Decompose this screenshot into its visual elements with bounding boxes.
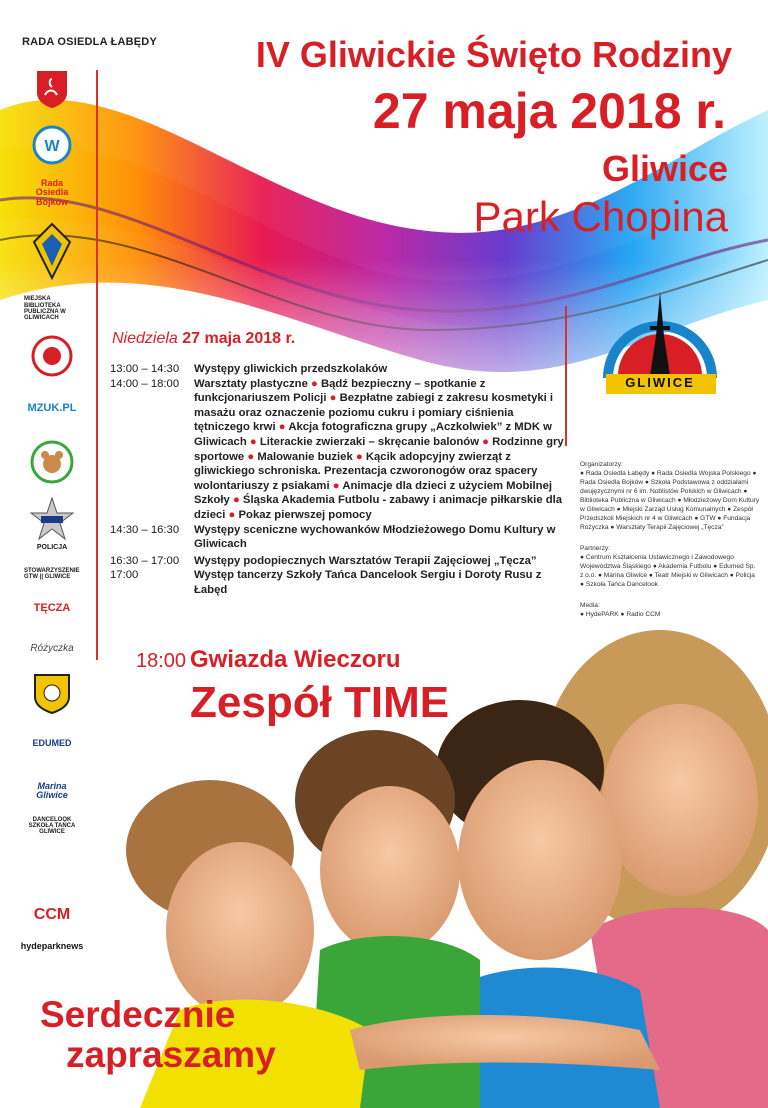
program-description: Występ tancerzy Szkoły Tańca Dancelook Sergiu i Doroty Rusu z Łabęd [194, 569, 542, 596]
program-row [110, 377, 565, 523]
library-logo: MIEJSKA BIBLIOTEKA PUBLICZNA W GLIWICACH [24, 296, 66, 322]
swan-crest-icon [24, 66, 80, 112]
program-time: 17:00 [110, 569, 139, 582]
organizers-list: ● Rada Osiedla Łabędy ● Rada Osiedla Wojska Polskiego ● Rada Osiedla Bojków ● Szkoła Podstawowa z oddziałami dwujęzycznymi nr 6 im. Noblistów Polskich w Gliwicach ● Biblioteka Publiczna w Gliwicach ● Młodzieżowy Dom Kultury w Gliwicach ● Miejski Zarząd Usług Komunalnych ● Zespół Przedszkoli Miejskich nr 4 w Gliwicach ● GTW ● Fundacja Różyczka ● Warsztaty Terapii Zajęciowej „Tęcza” [580, 470, 760, 531]
program-date [112, 330, 295, 348]
right-divider-line [565, 306, 567, 446]
tecza-logo: TĘCZA [33, 602, 71, 615]
football-academy-logo-icon [24, 672, 80, 716]
program-schedule [110, 362, 565, 598]
invitation-line-1: Serdecznie [40, 994, 236, 1035]
left-divider-line [96, 70, 98, 660]
marina-gliwice-logo: Marina Gliwice [36, 780, 68, 800]
rada-osiedla-labedy-title: RADA OSIEDLA ŁABĘDY [22, 36, 157, 48]
gliwice-logo-label: GLIWICE [625, 375, 695, 390]
program-day: Niedziela [112, 330, 178, 347]
program-description: Występy sceniczne wychowanków Młodzieżowego Domu Kultury w Gliwicach [194, 523, 556, 551]
rozyczka-logo: Różyczka [30, 642, 74, 654]
headliner-time: 18:00 [136, 650, 187, 672]
event-date: 27 maja 2018 r. [372, 83, 726, 139]
hydepark-news-logo: hydeparknews [20, 941, 84, 952]
event-city: Gliwice [601, 148, 728, 189]
program-description: Występy podopiecznych Warsztatów Terapii Zajęciowej „Tęcza” [194, 554, 537, 567]
media-title: Media: [580, 602, 600, 609]
police-label: POLICJA [36, 544, 68, 552]
media-list: ● HydePARK ● Radio CCM [580, 611, 661, 618]
program-row [110, 554, 565, 569]
wp-circle-logo-icon [24, 122, 80, 168]
dancelook-logo: DANCELOOK SZKOŁA TAŃCA GLIWICE [28, 816, 76, 836]
headliner-title: Gwiazda Wieczoru [190, 646, 401, 673]
program-description: Występy gliwickich przedszkolaków [194, 363, 388, 375]
organizers-title: Organizatorzy: [580, 461, 623, 468]
sponsors-block [580, 458, 760, 619]
ccm-radio-logo: CCM [33, 905, 71, 923]
program-time: 14:00 – 18:00 [110, 377, 180, 390]
program-time: 16:30 – 17:00 [110, 554, 180, 567]
mdk-logo-icon [24, 334, 80, 378]
program-date-value: 27 maja 2018 r. [182, 330, 296, 347]
partners-title: Partnerzy: [580, 545, 611, 552]
mzuk-logo: MZUK.PL [27, 402, 77, 415]
program-row [110, 568, 565, 597]
edumed-logo: EDUMED [32, 738, 72, 749]
bojkow-crest-icon [24, 220, 80, 282]
program-row [110, 523, 565, 552]
event-title: IV Gliwickie Święto Rodziny [255, 34, 732, 75]
event-venue: Park Chopina [473, 193, 728, 240]
svg-text:W: W [44, 138, 60, 155]
program-description: Warsztaty plastyczne ● Bądź bezpieczny – spotkanie z funkcjonariuszem Policji ● Bezpłatne zabiegi z zakresu kosmetyki i masażu oraz oznaczenie poziomu cukru i pomiary ciśnienia tętniczego krwi ● Akcja fotograficzna grupy „Aczkolwiek” z MDK w Gliwicach ● Literackie zwierzaki – skręcanie balonów ● Rodzinne gry sportowe ● Malowanie buziek ● Kącik adopcyjny zwierząt z gliwickiego schroniska. Prezentacja czworonogów oraz spacery wolontariuszy z psiakami ● Animacje dla dzieci z użyciem Mobilnej Szkoły ● Śląska Akademia Futbolu - zabawy i animacje piłkarskie dla dzieci ● Pokaz pierwszej pomocy [194, 377, 564, 521]
partners-list: ● Centrum Kształcenia Ustawicznego i Zawodowego Województwa Śląskiego ● Akademia Futbolu ● Edumed Sp. z o.o. ● Marina Gliwice ● Teatr Miejski w Gliwicach ● Policja ● Szkoła Tańca Dancelook [580, 554, 756, 588]
invitation-line-2: zapraszamy [66, 1034, 276, 1075]
rada-osiedla-bojkow-logo: Rada Osiedla Bojków [35, 177, 69, 207]
bear-school-logo-icon [24, 438, 80, 486]
program-row [110, 362, 565, 377]
headliner-band: Zespół TIME [190, 678, 450, 727]
program-time: 13:00 – 14:30 [110, 363, 180, 375]
police-star-icon [24, 496, 80, 552]
gtw-logo: STOWARZYSZENIE GTW || GLIWICE [24, 567, 80, 580]
gliwice-tower-logo-icon [598, 286, 722, 398]
program-time: 14:30 – 16:30 [110, 523, 180, 536]
